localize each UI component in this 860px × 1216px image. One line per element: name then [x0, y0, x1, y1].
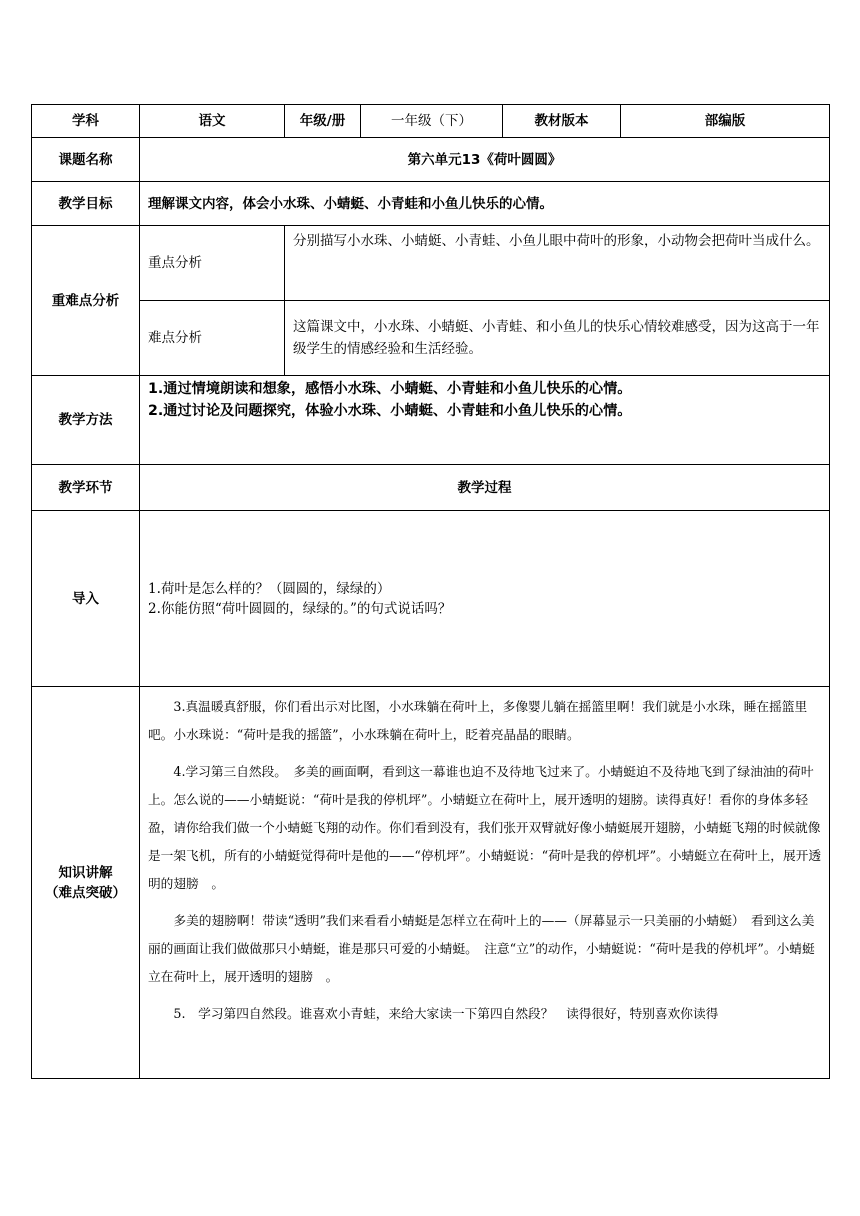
intro-label: 导入: [32, 511, 140, 687]
methods-row: [32, 376, 830, 465]
difficult-analysis-text: 这篇课文中，小水珠、小蜻蜓、小青蛙、和小鱼儿的快乐心情较难感受，因为这高于一年级学生的情感经验和生活经验。: [285, 301, 830, 376]
difficult-analysis-label: 难点分析: [140, 301, 285, 376]
edition-value: 部编版: [621, 105, 830, 138]
knowledge-label-line2: （难点突破）: [45, 884, 126, 901]
process-value: 教学过程: [140, 465, 830, 511]
key-analysis-label: 重点分析: [140, 226, 285, 301]
knowledge-row: [32, 687, 830, 1079]
goal-row: [32, 182, 830, 226]
knowledge-label-line1: 知识讲解: [58, 864, 113, 881]
intro-row: [32, 511, 830, 687]
knowledge-content: [140, 687, 830, 1079]
knowledge-label: [32, 687, 140, 1079]
process-label: 教学环节: [32, 465, 140, 511]
subject-value: 语文: [140, 105, 285, 138]
goal-label: 教学目标: [32, 182, 140, 226]
method-item: 1.通过情境朗读和想象，感悟小水珠、小蜻蜓、小青蛙和小鱼儿快乐的心情。: [148, 381, 632, 397]
topic-value: 第六单元13《荷叶圆圆》: [140, 138, 830, 182]
header-row: [32, 105, 830, 138]
knowledge-paragraph: 3.真温暖真舒服，你们看出示对比图，小水珠躺在荷叶上，多像婴儿躺在摇篮里啊！我们就是小水珠，睡在摇篮里吧。小水珠说：“荷叶是我的摇篮”，小水珠躺在荷叶上，眨着亮晶晶的眼睛。: [148, 699, 808, 742]
intro-list: [140, 511, 830, 687]
topic-label: 课题名称: [32, 138, 140, 182]
process-row: [32, 465, 830, 511]
intro-item: 1.荷叶是怎么样的？（圆圆的，绿绿的）: [148, 580, 391, 597]
knowledge-paragraph: 多美的翅膀啊！带读“透明”我们来看看小蜻蜓是怎样立在荷叶上的——（屏幕显示一只美丽的小蜻蜓） 看到这么美丽的画面让我们做做那只小蜻蜓，谁是那只可爱的小蜻蜓。 注意“立”的动作，小蜻蜓说：“荷叶是我的停机坪”。小蜻蜓立在荷叶上，展开透明的翅膀 。: [148, 913, 815, 984]
lesson-plan-table: [31, 104, 830, 1079]
analysis-label: 重难点分析: [32, 226, 140, 376]
key-analysis-text: 分别描写小水珠、小蜻蜓、小青蛙、小鱼儿眼中荷叶的形象，小动物会把荷叶当成什么。: [285, 226, 830, 301]
methods-label: 教学方法: [32, 376, 140, 465]
topic-row: [32, 138, 830, 182]
edition-label: 教材版本: [503, 105, 621, 138]
difficult-analysis-row: [32, 301, 830, 376]
knowledge-paragraph: 5. 学习第四自然段。谁喜欢小青蛙，来给大家读一下第四自然段？ 读得很好，特别喜欢你读得: [173, 1006, 719, 1021]
grade-value: 一年级（下）: [361, 105, 503, 138]
grade-label: 年级/册: [285, 105, 361, 138]
subject-label: 学科: [32, 105, 140, 138]
method-item: 2.通过讨论及问题探究，体验小水珠、小蜻蜓、小青蛙和小鱼儿快乐的心情。: [148, 403, 632, 419]
knowledge-paragraph: 4.学习第三自然段。 多美的画面啊，看到这一幕谁也迫不及待地飞过来了。小蜻蜓迫不及待地飞到了绿油油的荷叶上。怎么说的——小蜻蜓说：“荷叶是我的停机坪”。小蜻蜓立在荷叶上，展开透明的翅膀。读得真好！看你的身体多轻盈，请你给我们做一个小蜻蜓飞翔的动作。你们看到没有，我们张开双臂就好像小蜻蜓展开翅膀，小蜻蜓飞翔的时候就像是一架飞机，所有的小蜻蜓觉得荷叶是他的——“停机坪”。小蜻蜓说：“荷叶是我的停机坪”。小蜻蜓立在荷叶上，展开透明的翅膀 。: [148, 764, 821, 891]
methods-list: [140, 376, 830, 465]
intro-item: 2.你能仿照“荷叶圆圆的，绿绿的。”的句式说话吗？: [148, 600, 452, 617]
goal-value: 理解课文内容，体会小水珠、小蜻蜓、小青蛙和小鱼儿快乐的心情。: [140, 182, 830, 226]
key-analysis-row: [32, 226, 830, 301]
